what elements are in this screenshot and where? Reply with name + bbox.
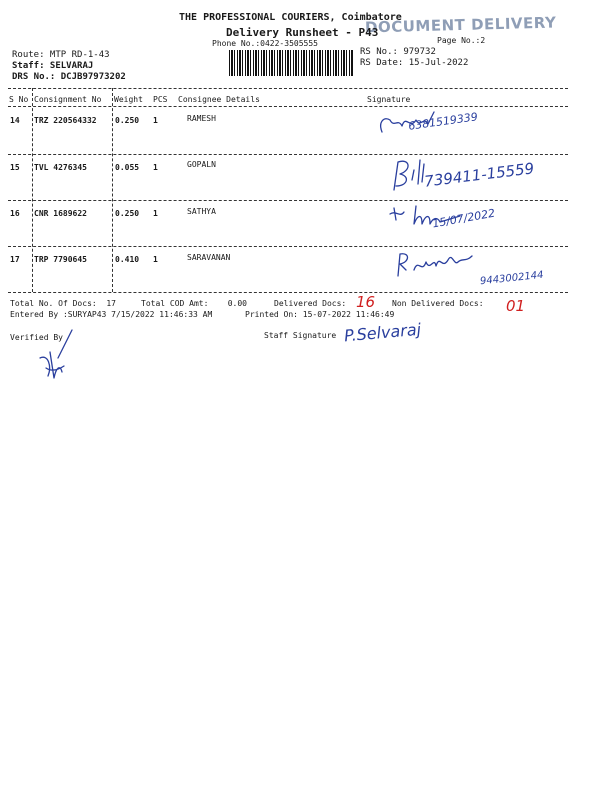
total-docs: Total No. Of Docs: 17 bbox=[10, 299, 116, 308]
delivered-docs-value: 16 bbox=[356, 293, 376, 311]
runsheet-title: Delivery Runsheet - P43 bbox=[226, 26, 379, 39]
non-delivered-docs-label: Non Delivered Docs: bbox=[392, 299, 484, 308]
header-top-rule bbox=[8, 88, 568, 89]
row-weight: 0.410 bbox=[115, 255, 140, 264]
row-sno: 17 bbox=[10, 255, 20, 264]
col-pcs: PCS bbox=[153, 95, 168, 104]
table-bottom-rule bbox=[8, 292, 568, 293]
row-consignment: TRZ 220564332 bbox=[34, 116, 97, 125]
col-weight: Weight bbox=[114, 95, 143, 104]
document-delivery-stamp: DOCUMENT DELIVERY bbox=[364, 13, 557, 37]
signature-scribble bbox=[388, 156, 428, 196]
delivered-docs-label: Delivered Docs: bbox=[274, 299, 347, 308]
signature-scribble bbox=[396, 248, 486, 282]
rs-date: RS Date: 15-Jul-2022 bbox=[360, 58, 469, 68]
row-signature-note: 15/07/2022 bbox=[431, 206, 497, 231]
row-pcs: 1 bbox=[153, 116, 158, 125]
entered-by: Entered By :SURYAP43 7/15/2022 11:46:33 AM bbox=[10, 310, 213, 319]
page-number: Page No.:2 bbox=[437, 36, 486, 45]
row-signature-note: 6381519339 bbox=[407, 110, 479, 133]
row-sno: 15 bbox=[10, 163, 20, 172]
route: Route: MTP RD-1-43 bbox=[12, 50, 110, 60]
staff-name: Staff: SELVARAJ bbox=[12, 61, 94, 71]
row-consignee: RAMESH bbox=[187, 114, 216, 123]
rs-number: RS No.: 979732 bbox=[360, 47, 436, 57]
row-sno: 16 bbox=[10, 209, 20, 218]
row-signature-note: 9443002144 bbox=[479, 269, 545, 288]
total-cod-amount: Total COD Amt: 0.00 bbox=[141, 299, 247, 308]
col-signature: Signature bbox=[367, 95, 411, 104]
col-sno: S No bbox=[9, 95, 29, 104]
row-pcs: 1 bbox=[153, 163, 158, 172]
non-delivered-docs-value: 01 bbox=[506, 297, 526, 315]
row-pcs: 1 bbox=[153, 255, 158, 264]
row-consignee: GOPALN bbox=[187, 160, 216, 169]
staff-signature-handwritten: P.Selvaraj bbox=[343, 319, 422, 346]
verifier-signature bbox=[36, 328, 80, 384]
row-sno: 14 bbox=[10, 116, 20, 125]
row-weight: 0.250 bbox=[115, 116, 140, 125]
header-bottom-rule bbox=[8, 106, 568, 107]
col-consignment-no: Consignment No bbox=[34, 95, 102, 104]
row-rule bbox=[8, 246, 568, 247]
row-signature-note: 739411-15559 bbox=[423, 159, 536, 191]
company-name: THE PROFESSIONAL COURIERS, Coimbatore bbox=[179, 12, 402, 23]
row-consignment: CNR 1689622 bbox=[34, 209, 87, 218]
row-consignee: SATHYA bbox=[187, 207, 216, 216]
col-consignee-details: Consignee Details bbox=[178, 95, 260, 104]
phone-number: Phone No.:0422-3505555 bbox=[212, 39, 318, 48]
row-rule bbox=[8, 154, 568, 155]
staff-signature-label: Staff Signature bbox=[264, 331, 337, 340]
row-consignee: SARAVANAN bbox=[187, 253, 231, 262]
verified-by-label: Verified By bbox=[10, 333, 63, 342]
barcode bbox=[229, 50, 353, 76]
row-consignment: TVL 4276345 bbox=[34, 163, 87, 172]
col-divider bbox=[112, 88, 113, 292]
row-pcs: 1 bbox=[153, 209, 158, 218]
row-consignment: TRP 7790645 bbox=[34, 255, 87, 264]
row-rule bbox=[8, 200, 568, 201]
row-weight: 0.250 bbox=[115, 209, 140, 218]
printed-on: Printed On: 15-07-2022 11:46:49 bbox=[245, 310, 395, 319]
row-weight: 0.055 bbox=[115, 163, 140, 172]
drs-number: DRS No.: DCJB97973202 bbox=[12, 72, 126, 82]
col-divider bbox=[32, 88, 33, 292]
